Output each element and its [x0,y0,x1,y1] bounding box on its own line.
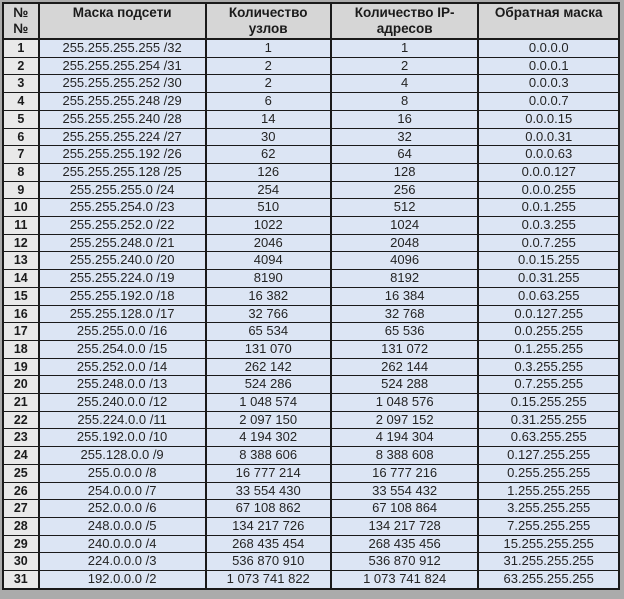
cell-ip-count: 67 108 864 [331,500,479,518]
cell-ip-count: 65 536 [331,323,479,341]
cell-row-number: 17 [3,323,39,341]
cell-host-count: 268 435 454 [206,535,331,553]
cell-row-number: 25 [3,464,39,482]
cell-subnet-mask: 255.255.255.252 /30 [39,75,206,93]
col-header-inverse-mask: Обратная маска [478,3,619,39]
cell-row-number: 30 [3,553,39,571]
cell-ip-count: 536 870 912 [331,553,479,571]
cell-host-count: 510 [206,199,331,217]
cell-subnet-mask: 255.255.255.255 /32 [39,39,206,57]
table-row [3,376,619,394]
cell-subnet-mask: 255.255.224.0 /19 [39,270,206,288]
cell-host-count: 524 286 [206,376,331,394]
table-row [3,75,619,93]
cell-inverse-mask: 0.63.255.255 [478,429,619,447]
cell-host-count: 2 097 150 [206,411,331,429]
cell-row-number: 18 [3,340,39,358]
cell-row-number: 19 [3,358,39,376]
cell-subnet-mask: 255.0.0.0 /8 [39,464,206,482]
cell-row-number: 11 [3,217,39,235]
cell-inverse-mask: 0.7.255.255 [478,376,619,394]
table-row [3,270,619,288]
cell-subnet-mask: 255.255.255.248 /29 [39,93,206,111]
cell-inverse-mask: 0.1.255.255 [478,340,619,358]
cell-host-count: 131 070 [206,340,331,358]
cell-ip-count: 16 384 [331,287,479,305]
cell-row-number: 2 [3,57,39,75]
cell-inverse-mask: 1.255.255.255 [478,482,619,500]
cell-inverse-mask: 0.31.255.255 [478,411,619,429]
cell-subnet-mask: 255.255.192.0 /18 [39,287,206,305]
cell-host-count: 1022 [206,217,331,235]
cell-inverse-mask: 0.0.0.127 [478,163,619,181]
cell-row-number: 26 [3,482,39,500]
cell-host-count: 2 [206,57,331,75]
cell-subnet-mask: 255.255.255.192 /26 [39,146,206,164]
cell-ip-count: 2 097 152 [331,411,479,429]
table-row [3,305,619,323]
cell-subnet-mask: 255.255.255.240 /28 [39,110,206,128]
cell-ip-count: 8 [331,93,479,111]
table-row [3,323,619,341]
cell-subnet-mask: 255.255.255.0 /24 [39,181,206,199]
table-row [3,571,619,589]
cell-host-count: 65 534 [206,323,331,341]
table-row [3,447,619,465]
cell-host-count: 134 217 726 [206,517,331,535]
table-row [3,146,619,164]
cell-subnet-mask: 255.255.252.0 /22 [39,217,206,235]
cell-ip-count: 32 768 [331,305,479,323]
table-row [3,553,619,571]
cell-inverse-mask: 0.0.0.15 [478,110,619,128]
cell-ip-count: 4 [331,75,479,93]
cell-ip-count: 1 073 741 824 [331,571,479,589]
cell-inverse-mask: 7.255.255.255 [478,517,619,535]
cell-row-number: 1 [3,39,39,57]
cell-subnet-mask: 255.255.128.0 /17 [39,305,206,323]
cell-row-number: 13 [3,252,39,270]
header-row [3,3,619,39]
cell-inverse-mask: 0.0.1.255 [478,199,619,217]
cell-ip-count: 1 048 576 [331,394,479,412]
cell-inverse-mask: 63.255.255.255 [478,571,619,589]
cell-host-count: 262 142 [206,358,331,376]
cell-host-count: 1 [206,39,331,57]
cell-host-count: 8190 [206,270,331,288]
subnet-mask-table [2,2,620,590]
cell-ip-count: 128 [331,163,479,181]
table-row [3,358,619,376]
table-row [3,287,619,305]
col-header-subnet-mask: Маска подсети [39,3,206,39]
cell-row-number: 23 [3,429,39,447]
cell-subnet-mask: 248.0.0.0 /5 [39,517,206,535]
cell-inverse-mask: 0.0.0.0 [478,39,619,57]
table-row [3,163,619,181]
cell-subnet-mask: 254.0.0.0 /7 [39,482,206,500]
cell-inverse-mask: 15.255.255.255 [478,535,619,553]
cell-subnet-mask: 255.255.255.254 /31 [39,57,206,75]
table-row [3,39,619,57]
cell-subnet-mask: 255.255.255.128 /25 [39,163,206,181]
table-row [3,181,619,199]
table-row [3,517,619,535]
cell-row-number: 12 [3,234,39,252]
cell-ip-count: 33 554 432 [331,482,479,500]
cell-inverse-mask: 0.15.255.255 [478,394,619,412]
cell-ip-count: 64 [331,146,479,164]
cell-host-count: 2 [206,75,331,93]
table-row [3,535,619,553]
table-row [3,234,619,252]
cell-host-count: 14 [206,110,331,128]
cell-inverse-mask: 0.127.255.255 [478,447,619,465]
cell-row-number: 21 [3,394,39,412]
cell-row-number: 28 [3,517,39,535]
cell-inverse-mask: 0.255.255.255 [478,464,619,482]
cell-host-count: 254 [206,181,331,199]
cell-inverse-mask: 0.0.15.255 [478,252,619,270]
cell-host-count: 4 194 302 [206,429,331,447]
col-header-row-number: №№ [3,3,39,39]
table-row [3,482,619,500]
cell-subnet-mask: 255.224.0.0 /11 [39,411,206,429]
cell-subnet-mask: 252.0.0.0 /6 [39,500,206,518]
cell-host-count: 33 554 430 [206,482,331,500]
col-header-ip-count: Количество IP-адресов [331,3,479,39]
table-row [3,464,619,482]
cell-ip-count: 512 [331,199,479,217]
cell-row-number: 16 [3,305,39,323]
cell-row-number: 6 [3,128,39,146]
table-row [3,128,619,146]
col-header-host-count: Количество узлов [206,3,331,39]
cell-host-count: 1 073 741 822 [206,571,331,589]
cell-inverse-mask: 0.0.127.255 [478,305,619,323]
cell-ip-count: 2 [331,57,479,75]
cell-ip-count: 2048 [331,234,479,252]
cell-row-number: 15 [3,287,39,305]
cell-row-number: 29 [3,535,39,553]
cell-ip-count: 4096 [331,252,479,270]
table-row [3,199,619,217]
cell-ip-count: 4 194 304 [331,429,479,447]
cell-host-count: 32 766 [206,305,331,323]
cell-inverse-mask: 31.255.255.255 [478,553,619,571]
cell-inverse-mask: 0.0.255.255 [478,323,619,341]
cell-row-number: 27 [3,500,39,518]
cell-row-number: 31 [3,571,39,589]
cell-inverse-mask: 0.0.31.255 [478,270,619,288]
cell-row-number: 4 [3,93,39,111]
cell-ip-count: 262 144 [331,358,479,376]
cell-row-number: 7 [3,146,39,164]
table-row [3,411,619,429]
cell-host-count: 30 [206,128,331,146]
cell-subnet-mask: 255.192.0.0 /10 [39,429,206,447]
cell-row-number: 3 [3,75,39,93]
cell-ip-count: 134 217 728 [331,517,479,535]
cell-inverse-mask: 0.0.3.255 [478,217,619,235]
cell-subnet-mask: 255.255.240.0 /20 [39,252,206,270]
cell-host-count: 62 [206,146,331,164]
cell-host-count: 4094 [206,252,331,270]
cell-ip-count: 524 288 [331,376,479,394]
cell-subnet-mask: 255.128.0.0 /9 [39,447,206,465]
cell-row-number: 22 [3,411,39,429]
cell-host-count: 16 382 [206,287,331,305]
cell-host-count: 2046 [206,234,331,252]
cell-row-number: 14 [3,270,39,288]
cell-host-count: 8 388 606 [206,447,331,465]
cell-inverse-mask: 0.3.255.255 [478,358,619,376]
cell-ip-count: 268 435 456 [331,535,479,553]
cell-ip-count: 1 [331,39,479,57]
cell-subnet-mask: 255.255.248.0 /21 [39,234,206,252]
cell-host-count: 1 048 574 [206,394,331,412]
cell-inverse-mask: 0.0.0.31 [478,128,619,146]
cell-inverse-mask: 0.0.0.63 [478,146,619,164]
table-row [3,93,619,111]
cell-inverse-mask: 3.255.255.255 [478,500,619,518]
cell-subnet-mask: 255.255.254.0 /23 [39,199,206,217]
cell-subnet-mask: 240.0.0.0 /4 [39,535,206,553]
cell-row-number: 24 [3,447,39,465]
table-row [3,500,619,518]
table-row [3,252,619,270]
cell-subnet-mask: 255.248.0.0 /13 [39,376,206,394]
cell-ip-count: 256 [331,181,479,199]
table-row [3,340,619,358]
cell-inverse-mask: 0.0.0.1 [478,57,619,75]
cell-subnet-mask: 255.252.0.0 /14 [39,358,206,376]
cell-inverse-mask: 0.0.63.255 [478,287,619,305]
cell-inverse-mask: 0.0.7.255 [478,234,619,252]
cell-subnet-mask: 255.240.0.0 /12 [39,394,206,412]
cell-host-count: 6 [206,93,331,111]
cell-host-count: 16 777 214 [206,464,331,482]
cell-ip-count: 131 072 [331,340,479,358]
cell-inverse-mask: 0.0.0.255 [478,181,619,199]
cell-row-number: 5 [3,110,39,128]
cell-ip-count: 16 [331,110,479,128]
cell-ip-count: 16 777 216 [331,464,479,482]
cell-row-number: 10 [3,199,39,217]
cell-inverse-mask: 0.0.0.7 [478,93,619,111]
cell-ip-count: 1024 [331,217,479,235]
cell-subnet-mask: 192.0.0.0 /2 [39,571,206,589]
cell-host-count: 67 108 862 [206,500,331,518]
table-row [3,217,619,235]
cell-subnet-mask: 255.255.0.0 /16 [39,323,206,341]
cell-row-number: 9 [3,181,39,199]
cell-subnet-mask: 255.255.255.224 /27 [39,128,206,146]
cell-subnet-mask: 224.0.0.0 /3 [39,553,206,571]
table-row [3,110,619,128]
cell-ip-count: 32 [331,128,479,146]
cell-ip-count: 8192 [331,270,479,288]
table-row [3,394,619,412]
cell-subnet-mask: 255.254.0.0 /15 [39,340,206,358]
cell-inverse-mask: 0.0.0.3 [478,75,619,93]
cell-row-number: 20 [3,376,39,394]
table-row [3,57,619,75]
cell-ip-count: 8 388 608 [331,447,479,465]
cell-row-number: 8 [3,163,39,181]
cell-host-count: 126 [206,163,331,181]
table-row [3,429,619,447]
cell-host-count: 536 870 910 [206,553,331,571]
